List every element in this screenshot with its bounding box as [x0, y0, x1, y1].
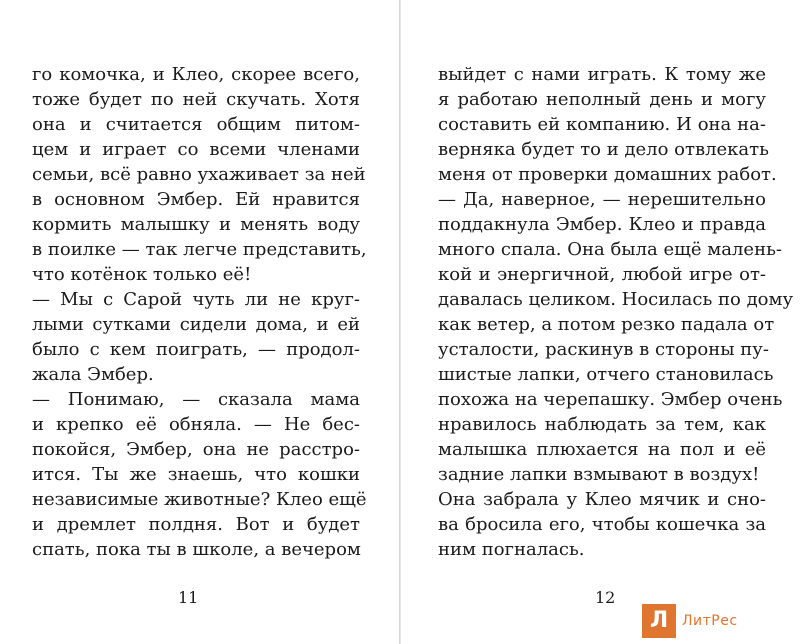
- text-line: меня от проверки домашних работ.: [438, 164, 777, 185]
- left-page-text: [32, 62, 367, 562]
- text-line: — Понимаю, — сказала мама: [32, 389, 360, 410]
- text-line: и дремлет полдня. Вот и будет: [32, 514, 360, 535]
- text-line: похожа на черепашку. Эмбер очень: [438, 389, 783, 410]
- text-line: го комочка, и Клео, скорее всего,: [32, 64, 360, 85]
- text-line: тоже будет по ней скучать. Хотя: [32, 89, 360, 110]
- text-line: составить ей компанию. И она на-: [438, 114, 766, 135]
- text-line: покойся, Эмбер, она не расстро-: [32, 439, 360, 460]
- text-line: семьи, всё равно ухаживает за ней: [32, 164, 366, 185]
- text-line: в основном Эмбер. Ей нравится: [32, 189, 360, 210]
- text-line: поддакнула Эмбер. Клео и правда: [438, 214, 766, 235]
- text-line: независимые животные? Клео ещё: [32, 489, 367, 510]
- text-line: было с кем поиграть, — продол-: [32, 339, 360, 360]
- text-line: жала Эмбер.: [32, 364, 154, 385]
- text-line: в поилке — так легче представить,: [32, 239, 367, 260]
- text-line: выйдет с нами играть. К тому же: [438, 64, 766, 85]
- text-line: — Мы с Сарой чуть ли не круг-: [32, 289, 360, 310]
- text-line: шистые лапки, отчего становилась: [438, 364, 774, 385]
- text-line: и крепко её обняла. — Не бес-: [32, 414, 360, 435]
- text-line: нравилось наблюдать за тем, как: [438, 414, 766, 435]
- litres-watermark: [642, 604, 788, 638]
- text-line: много спала. Она была ещё малень-: [438, 239, 782, 260]
- book-gutter: [399, 0, 401, 644]
- text-line: — Да, наверное, — нерешительно: [438, 189, 766, 210]
- page-number-left: 11: [178, 588, 199, 607]
- text-line: что котёнок только её!: [32, 264, 252, 285]
- right-page-text: [438, 62, 794, 562]
- page-number-right: 12: [595, 588, 616, 607]
- litres-logo-icon: Л: [642, 604, 676, 638]
- text-line: усталости, раскинув в стороны пу-: [438, 339, 769, 360]
- text-line: спать, пока ты в школе, а вечером: [32, 539, 361, 560]
- text-line: лыми сутками сидели дома, и ей: [32, 314, 360, 335]
- text-line: давалась целиком. Носилась по дому: [438, 289, 794, 310]
- text-line: верняка будет то и дело отвлекать: [438, 139, 769, 160]
- text-line: ится. Ты же знаешь, что кошки: [32, 464, 360, 485]
- text-line: ним погналась.: [438, 539, 585, 560]
- text-line: ва бросила его, чтобы кошечка за: [438, 514, 766, 535]
- text-line: кормить малышку и менять воду: [32, 214, 360, 235]
- text-line: Она забрала у Клео мячик и сно-: [438, 489, 766, 510]
- text-line: малышка плюхается на пол и её: [438, 439, 766, 460]
- text-line: я работаю неполный день и могу: [438, 89, 766, 110]
- text-line: цем и играет со всеми членами: [32, 139, 360, 160]
- text-line: задние лапки взмывают в воздух!: [438, 464, 760, 485]
- text-line: как ветер, а потом резко падала от: [438, 314, 775, 335]
- text-line: она и считается общим питом-: [32, 114, 360, 135]
- litres-logo-text: ЛитРес: [682, 613, 738, 629]
- text-line: кой и энергичной, любой игре от-: [438, 264, 766, 285]
